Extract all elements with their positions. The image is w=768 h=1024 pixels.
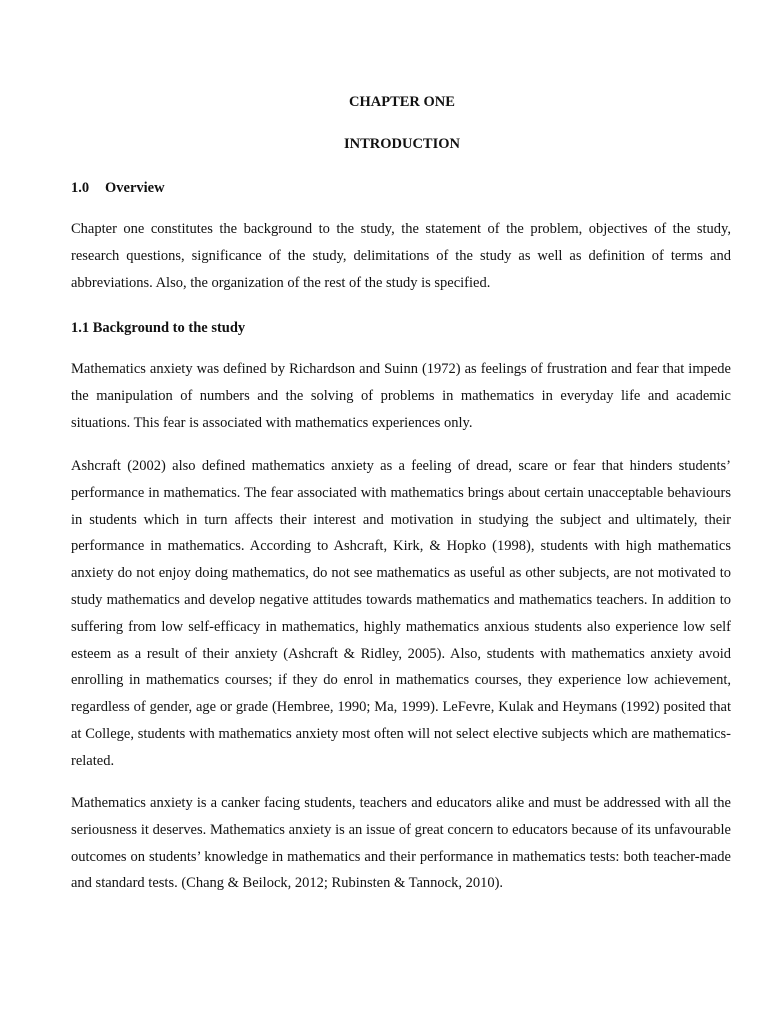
introduction-title: INTRODUCTION xyxy=(343,136,460,152)
background-heading: 1.1 Background to the study xyxy=(71,320,246,336)
overview-paragraph: Chapter one constitutes the background to the study, the statement of the problem, objectives of the study, research questions, significance of the study, delimitations of the study as well as definition of terms and abbreviations. Also, the organization of the rest of the study is specified. xyxy=(71,221,731,291)
overview-heading xyxy=(71,179,165,197)
background-paragraph-3: Mathematics anxiety is a canker facing students, teachers and educators alike and must be addressed with all the seriousness it deserves. Mathematics anxiety is an issue of great concern to educators because of its unfavourable outcomes on students’ knowledge in mathematics and their performance in mathematics tests: both teacher-made and standard tests. (Chang & Beilock, 2012; Rubinsten & Tannock, 2010). xyxy=(71,795,731,892)
background-paragraph-1: Mathematics anxiety was defined by Richardson and Suinn (1972) as feelings of frustration and fear that impede the manipulation of numbers and the solving of problems in mathematics in everyday life and academic situations. This fear is associated with mathematics experiences only. xyxy=(71,361,731,431)
background-paragraph-2: Ashcraft (2002) also defined mathematics anxiety as a feeling of dread, scare or fear that hinders students’ performance in mathematics. The fear associated with mathematics brings about certain unacceptable behaviours in students which in turn affects their interest and motivation in studying the subject and ultimately, their performance in mathematics. According to Ashcraft, Kirk, & Hopko (1998), students with high mathematics anxiety do not enjoy doing mathematics, do not see mathematics as useful as other subjects, are not motivated to study mathematics and develop negative attitudes towards mathematics and mathematics teachers. In addition to suffering from low self-efficacy in mathematics, highly mathematics anxious students also experience low self esteem as a result of their anxiety (Ashcraft & Ridley, 2005). Also, students with mathematics anxiety avoid enrolling in mathematics courses; if they do enrol in mathematics courses, they experience low achievement, regardless of gender, age or grade (Hembree, 1990; Ma, 1999). LeFevre, Kulak and Heymans (1992) posited that at College, students with mathematics anxiety most often will not select elective subjects which are mathematics-related. xyxy=(71,458,731,769)
overview-section-number: 1.0 xyxy=(71,180,90,196)
chapter-title: CHAPTER ONE xyxy=(349,94,455,110)
overview-section-title: Overview xyxy=(105,180,165,196)
